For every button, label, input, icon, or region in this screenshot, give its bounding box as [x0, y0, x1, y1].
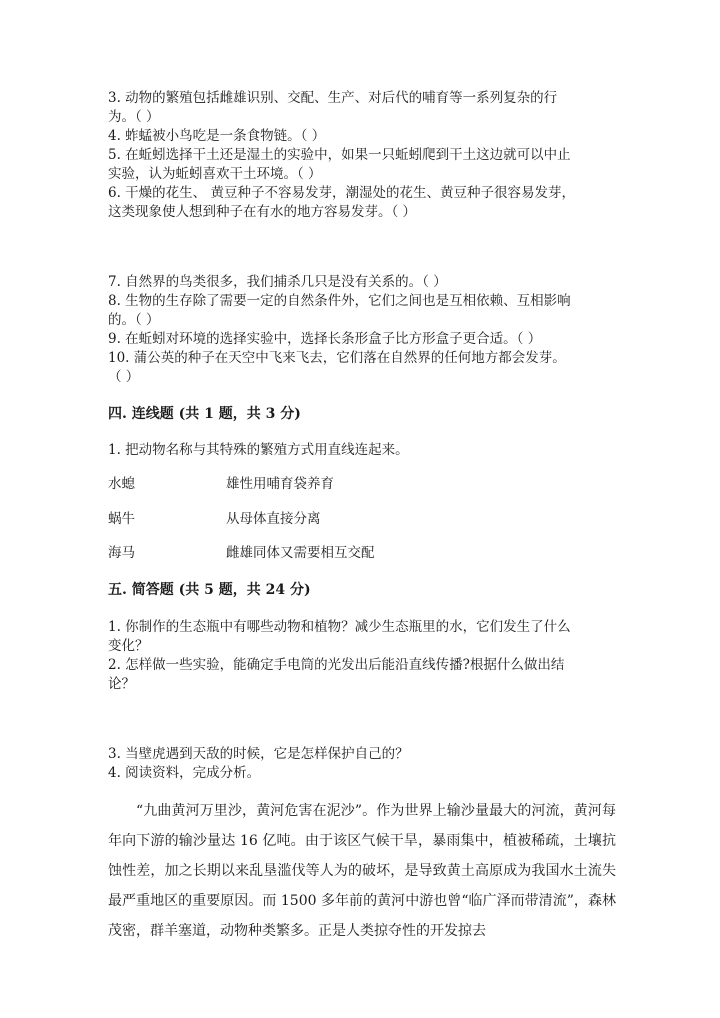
judgement-q6-line1: 6. 干燥的花生、 黄豆种子不容易发芽，潮湿处的花生、黄豆种子很容易发芽，	[108, 185, 575, 201]
judgement-q8-line2: 的。（ ）	[108, 312, 160, 328]
matching-heading: 四. 连线题 (共 1 题，共 3 分)	[108, 406, 301, 422]
matching-right-2: 从母体直接分离	[226, 511, 321, 527]
judgement-q7: 7. 自然界的鸟类很多，我们捕杀几只是没有关系的。（ ）	[108, 274, 447, 290]
matching-right-3: 雌雄同体又需要相互交配	[226, 545, 375, 561]
judgement-q5-line2: 实验，认为蚯蚓喜欢干土环境。（ ）	[108, 166, 322, 182]
judgement-q9: 9. 在蚯蚓对环境的选择实验中，选择长条形盒子比方形盒子更合适。（ ）	[108, 331, 542, 347]
judgement-q3-line2: 为。（ ）	[108, 109, 160, 125]
short-answer-q4: 4. 阅读资料，完成分析。	[108, 765, 261, 781]
matching-left-2: 蜗牛	[108, 511, 135, 527]
matching-left-1: 水螅	[108, 476, 135, 492]
matching-question: 1. 把动物名称与其特殊的繁殖方式用直线连起来。	[108, 442, 409, 458]
judgement-q6-line2: 这类现象使人想到种子在有水的地方容易发芽。（ ）	[108, 204, 417, 220]
judgement-q4: 4. 蚱蜢被小鸟吃是一条食物链。（ ）	[108, 128, 326, 144]
judgement-q5-line1: 5. 在蚯蚓选择干土还是湿土的实验中，如果一只蚯蚓爬到干土这边就可以中止	[108, 147, 571, 163]
judgement-q10-line2: （ ）	[108, 369, 140, 385]
judgement-q10-line1: 10. 蒲公英的种子在天空中飞来飞去，它们落在自然界的任何地方都会发芽。	[108, 350, 566, 366]
short-answer-heading: 五. 简答题 (共 5 题，共 24 分)	[108, 582, 311, 598]
matching-right-1: 雄性用哺育袋养育	[226, 476, 334, 492]
matching-left-3: 海马	[108, 545, 135, 561]
short-answer-q1-line1: 1. 你制作的生态瓶中有哪些动物和植物？减少生态瓶里的水，它们发生了什么	[108, 619, 571, 635]
judgement-q8-line1: 8. 生物的生存除了需要一定的自然条件外，它们之间也是互相依赖、互相影响	[108, 293, 571, 309]
short-answer-q2-line2: 论？	[108, 676, 135, 692]
short-answer-q3: 3. 当壁虎遇到天敌的时候，它是怎样保护自己的？	[108, 746, 409, 762]
reading-passage: “九曲黄河万里沙，黄河危害在泥沙”。作为世界上输沙量最大的河流，黄河每年向下游的输沙量达 16 亿吨。由于该区气候干旱，暴雨集中，植被稀疏，土壤抗蚀性差，加之长期以来乱垦滥伐等人为的破坏，是导致黄土高原成为我国水土流失最严重地区的重要原因。而 1500 多年前的黄河中游也曾“临广泽而带清流”，森林茂密，群羊塞道，动物种类繁多。正是人类掠夺性的开发掠去	[108, 803, 616, 939]
short-answer-q1-line2: 变化？	[108, 638, 149, 654]
short-answer-q2-line1: 2. 怎样做一些实验，能确定手电筒的光发出后能沿直线传播?根据什么做出结	[108, 657, 565, 673]
judgement-q3-line1: 3. 动物的繁殖包括雌雄识别、交配、生产、对后代的哺育等一系列复杂的行	[108, 90, 558, 106]
